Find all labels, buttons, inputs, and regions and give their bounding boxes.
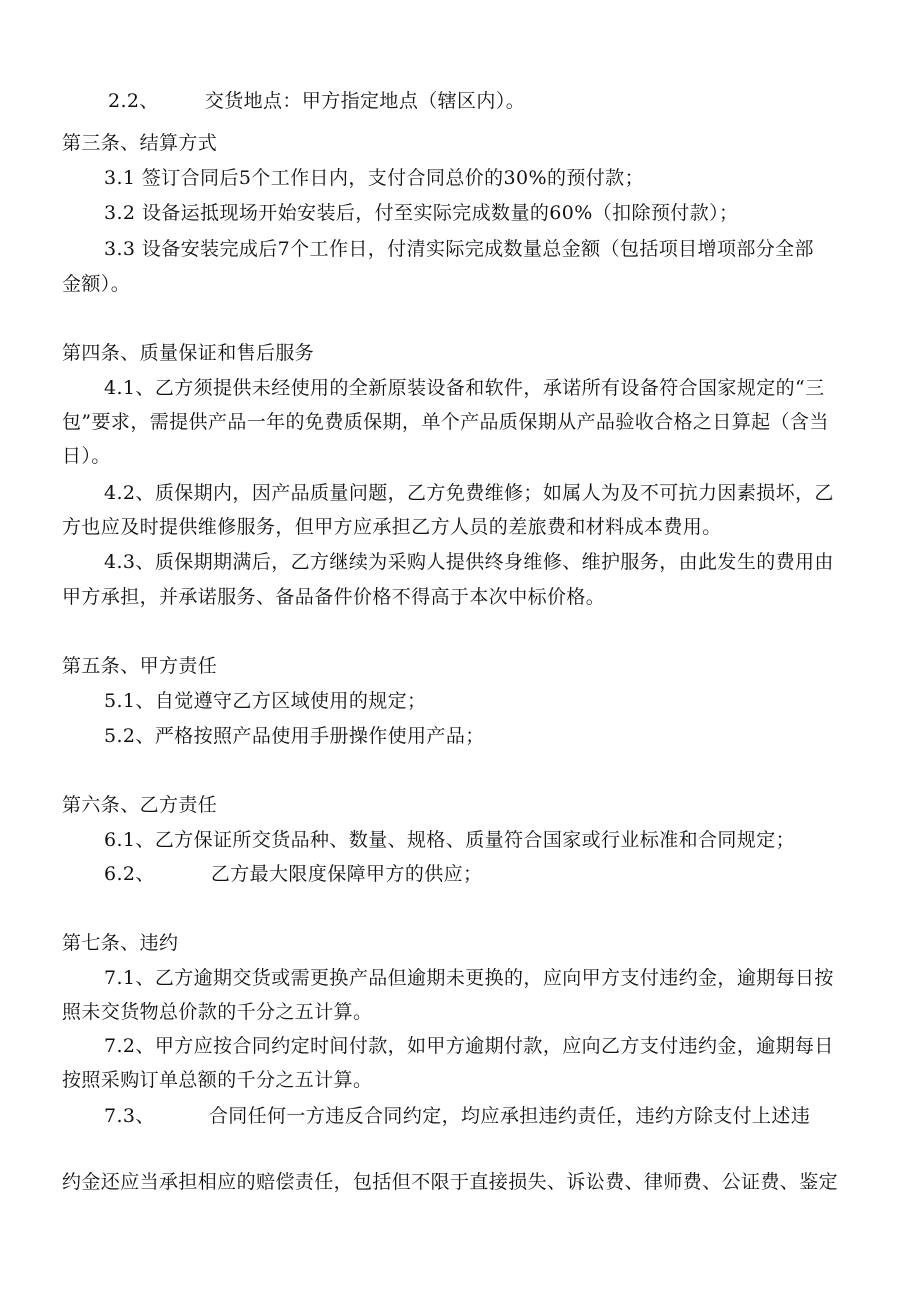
clause-3-2: 3.2 设备运抵现场开始安装后，付至实际完成数量的60%（扣除预付款）； — [104, 202, 739, 224]
clause-6-1: 6.1、乙方保证所交货品种、数量、规格、质量符合国家或行业标准和合同规定； — [104, 829, 796, 851]
clause-4-2-cont: 方也应及时提供维修服务，但甲方应承担乙方人员的差旅费和材料成本费用。 — [62, 516, 722, 538]
section-heading-4: 第四条、质量保证和售后服务 — [62, 342, 315, 364]
clause-7-3 — [104, 1104, 904, 1128]
clause-4-1-cont2: 日）。 — [62, 445, 111, 467]
section-heading-5: 第五条、甲方责任 — [62, 655, 218, 677]
clause-text: 交货地点：甲方指定地点（辖区内）。 — [204, 90, 526, 112]
section-heading-6: 第六条、乙方责任 — [62, 794, 218, 816]
clause-text: 乙方最大限度保障甲方的供应； — [210, 863, 483, 885]
clause-7-1: 7.1、乙方逾期交货或需更换产品但逾期未更换的，应向甲方支付违约金，逾期每日按 — [104, 967, 834, 989]
clause-4-1-cont: 包”要求，需提供产品一年的免费质保期，单个产品质保期从产品验收合格之日算起（含当 — [62, 411, 829, 433]
clause-7-3-cont: 约金还应当承担相应的赔偿责任，包括但不限于直接损失、诉讼费、律师费、公证费、鉴定 — [62, 1171, 839, 1193]
clause-3-3-cont: 金额）。 — [62, 273, 131, 295]
clause-6-2 — [104, 862, 904, 886]
clause-5-2: 5.2、严格按照产品使用手册操作使用产品； — [104, 725, 485, 747]
clause-number: 6.2、 — [104, 863, 155, 885]
clause-4-3-cont: 甲方承担，并承诺服务、备品备件价格不得高于本次中标价格。 — [62, 586, 606, 608]
clause-number: 7.3、 — [104, 1105, 155, 1127]
clause-7-1-cont: 照未交货物总价款的千分之五计算。 — [62, 1001, 373, 1023]
clause-5-1: 5.1、自觉遵守乙方区域使用的规定； — [104, 690, 427, 712]
clause-4-2: 4.2、质保期内，因产品质量问题，乙方免费维修；如属人为及不可抗力因素损坏，乙 — [104, 482, 834, 504]
clause-3-1: 3.1 签订合同后5个工作日内，支付合同总价的30%的预付款； — [104, 167, 644, 189]
clause-4-1: 4.1、乙方须提供未经使用的全新原装设备和软件，承诺所有设备符合国家规定的“三 — [104, 377, 825, 399]
clause-4-3: 4.3、质保期期满后，乙方继续为采购人提供终身维修、维护服务，由此发生的费用由 — [104, 551, 834, 573]
section-heading-3: 第三条、结算方式 — [62, 132, 218, 154]
clause-2-2 — [108, 89, 908, 113]
clause-3-3: 3.3 设备安装完成后7个工作日，付清实际完成数量总金额（包括项目增项部分全部 — [104, 238, 814, 260]
clause-number: 2.2、 — [108, 90, 159, 112]
clause-text: 合同任何一方违反合同约定，均应承担违约责任，违约方除支付上述违 — [208, 1105, 811, 1127]
clause-7-2: 7.2、甲方应按合同约定时间付款，如甲方逾期付款，应向乙方支付违约金，逾期每日 — [104, 1035, 834, 1057]
clause-7-2-cont: 按照采购订单总额的千分之五计算。 — [62, 1069, 373, 1091]
section-heading-7: 第七条、违约 — [62, 932, 179, 954]
